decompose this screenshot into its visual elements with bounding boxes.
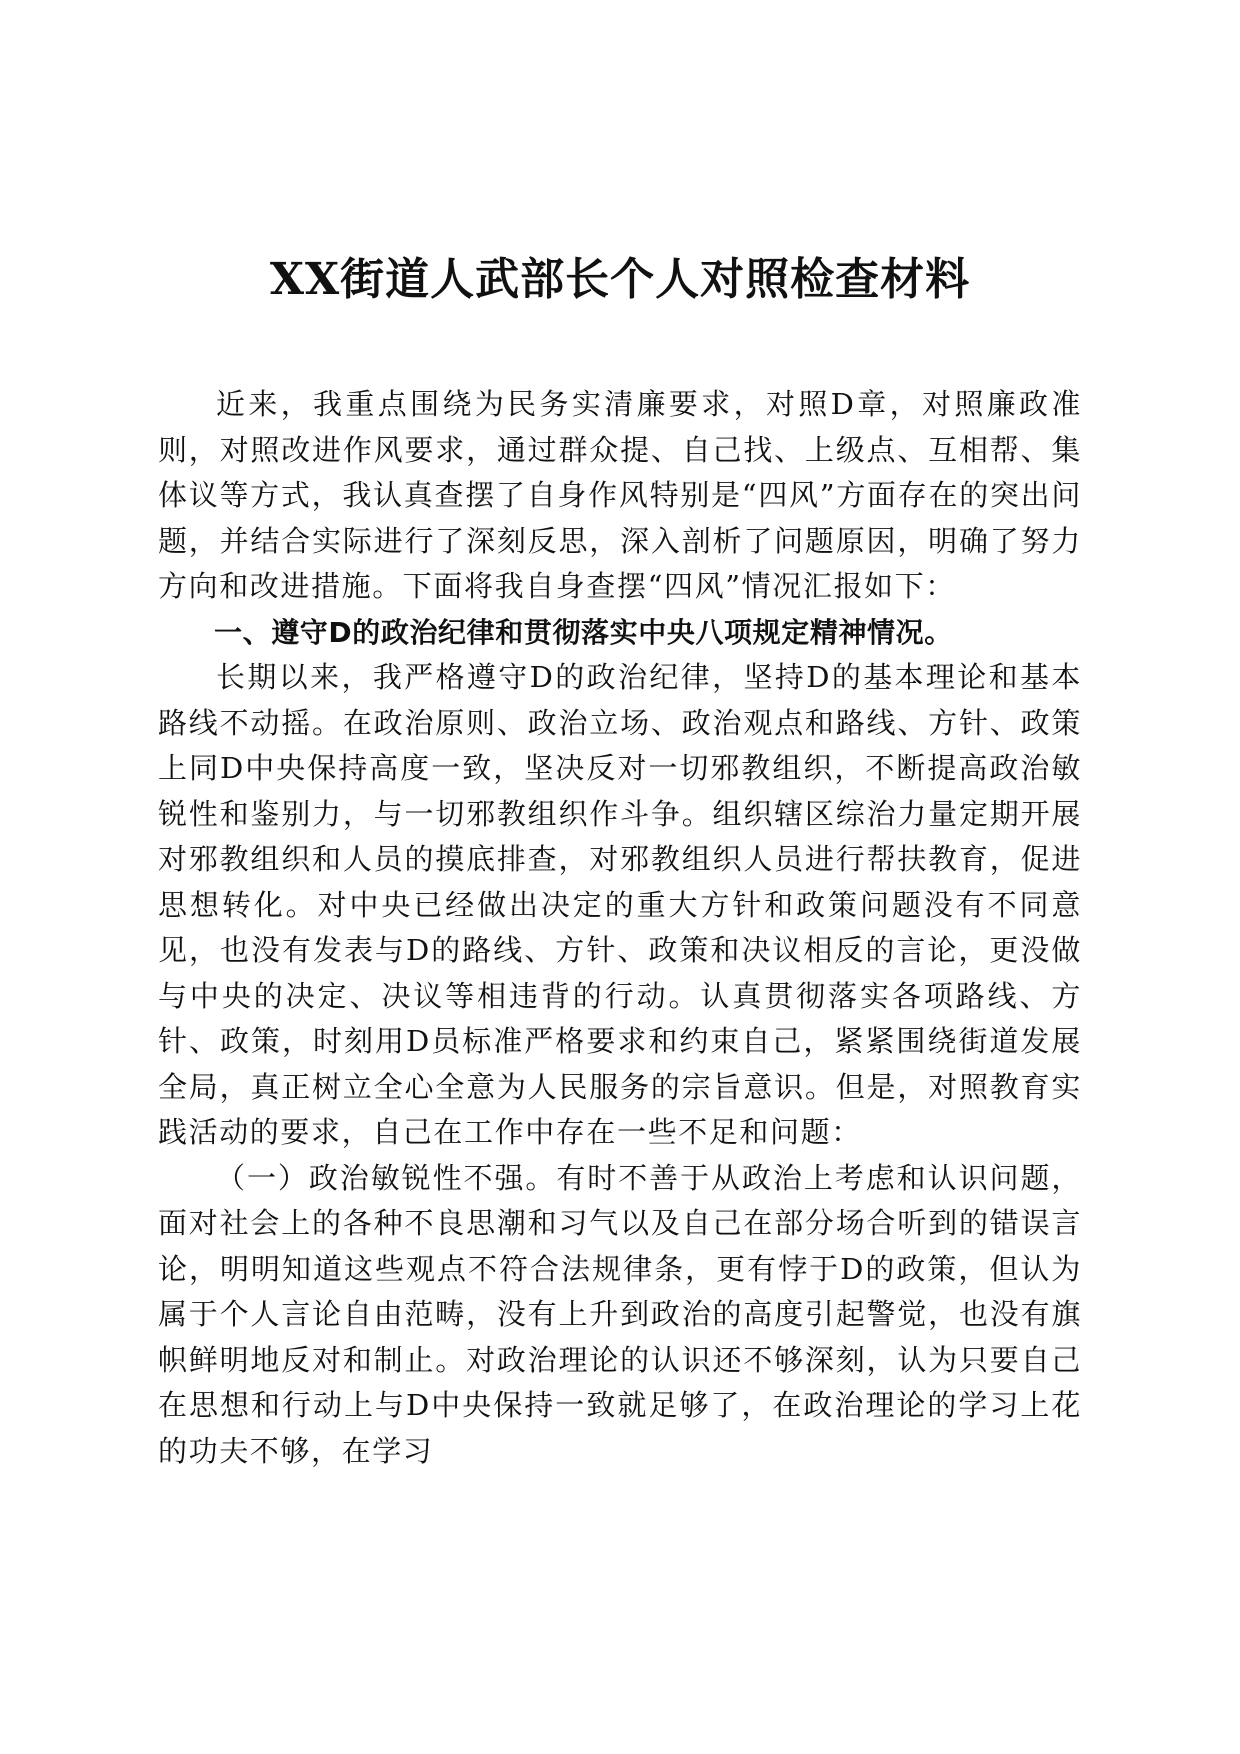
section-1-heading: 一、遵守D的政治纪律和贯彻落实中央八项规定精神情况。 (214, 615, 953, 649)
intro-paragraph: 近来，我重点围绕为民务实清廉要求，对照D章，对照廉政准则，对照改进作风要求，通过群众提、自己找、上级点、互相帮、集体议等方式，我认真查摆了自身作风特别是“四风”方面存在的突出问题，并结合实际进行了深刻反思，深入剖析了问题原因，明确了努力方向和改进措施。下面将我自身查摆“四风”情况汇报如下： (158, 387, 1082, 603)
section-1-paragraph: 长期以来，我严格遵守D的政治纪律，坚持D的基本理论和基本路线不动摇。在政治原则、政治立场、政治观点和路线、方针、政策上同D中央保持高度一致，坚决反对一切邪教组织，不断提高政治敏锐性和鉴别力，与一切邪教组织作斗争。组织辖区综治力量定期开展对邪教组织和人员的摸底排查，对邪教组织人员进行帮扶教育，促进思想转化。对中央已经做出决定的重大方针和政策问题没有不同意见，也没有发表与D的路线、方针、政策和决议相反的言论，更没做与中央的决定、决议等相违背的行动。认真贯彻落实各项路线、方针、政策，时刻用D员标准严格要求和约束自己，紧紧围绕街道发展全局，真正树立全心全意为人民服务的宗旨意识。但是，对照教育实践活动的要求，自己在工作中存在一些不足和问题： (158, 660, 1082, 1149)
document-body (158, 382, 1082, 1474)
document-title: XX街道人武部长个人对照检查材料 (269, 254, 971, 305)
subsection-1-paragraph: （一）政治敏锐性不强。有时不善于从政治上考虑和认识问题，面对社会上的各种不良思潮和习气以及自己在部分场合听到的错误言论，明明知道这些观点不符合法规律条，更有悖于D的政策，但认为属于个人言论自由范畴，没有上升到政治的高度引起警觉，也没有旗帜鲜明地反对和制止。对政治理论的认识还不够深刻，认为只要自己在思想和行动上与D中央保持一致就足够了，在政治理论的学习上花的功夫不够，在学习 (158, 1160, 1082, 1468)
